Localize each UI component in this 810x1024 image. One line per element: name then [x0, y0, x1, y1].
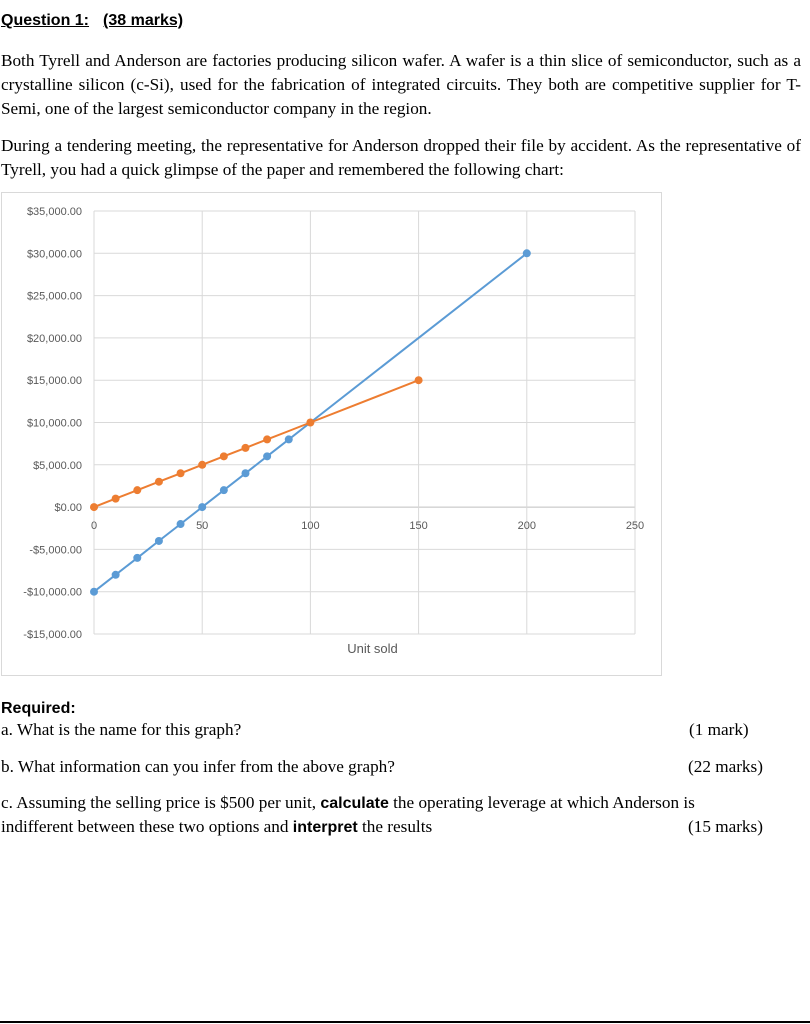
series-1-point	[523, 249, 531, 257]
series-1-point	[155, 537, 163, 545]
y-tick-label: $10,000.00	[26, 417, 82, 430]
question-c-marks: (15 marks)	[688, 817, 763, 836]
y-tick-label: -$15,000.00	[23, 629, 82, 641]
series-2-point	[177, 469, 185, 477]
series-2-point	[198, 461, 206, 469]
y-tick-label: $25,000.00	[26, 290, 82, 303]
chart-frame	[1, 192, 662, 676]
question-c-line2-post: the results	[357, 817, 433, 836]
question-label: Question 1:	[1, 12, 90, 29]
series-1-point	[241, 469, 249, 477]
question-heading	[1, 12, 183, 30]
x-tick-label: 0	[90, 520, 98, 533]
series-2-point	[241, 444, 249, 452]
x-tick-label: 250	[625, 520, 645, 533]
question-marks: (38 marks)	[103, 12, 184, 29]
question-c-line2	[1, 815, 432, 840]
x-tick-label: 150	[409, 520, 428, 533]
question-c-bold-interpret: interpret	[292, 819, 358, 836]
question-a-marks: (1 mark)	[689, 720, 749, 739]
question-c-pre: c. Assuming the selling price is $500 per unit,	[1, 793, 321, 812]
question-b-marks: (22 marks)	[688, 757, 763, 776]
series-2-point	[155, 478, 163, 486]
series-2-point	[133, 486, 141, 494]
series-1-point	[112, 571, 120, 579]
series-2-point	[306, 419, 314, 427]
bottom-rule	[0, 1021, 810, 1023]
scenario-paragraph: During a tendering meeting, the representative for Anderson dropped their file by accident. As the representative of Tyrell, you had a quick glimpse of the paper and remembered the following chart:	[1, 136, 801, 179]
series-1-point	[90, 588, 98, 596]
series-2-point	[263, 435, 271, 443]
required-heading: Required:	[1, 700, 76, 717]
y-tick-label: $30,000.00	[26, 248, 82, 261]
y-tick-label: $5,000.00	[33, 459, 82, 472]
x-axis-title: Unit sold	[347, 641, 398, 656]
series-1-point	[133, 554, 141, 562]
series-1-point	[198, 503, 206, 511]
series-2-point	[90, 503, 98, 511]
question-b-text: b. What information can you infer from the above graph?	[1, 757, 395, 776]
question-c-line1	[1, 791, 695, 816]
question-c-bold-calculate: calculate	[320, 795, 389, 812]
break-even-chart	[2, 193, 663, 677]
y-tick-label: $35,000.00	[26, 206, 82, 218]
series-line-2	[94, 380, 419, 507]
series-2-point	[112, 495, 120, 503]
y-tick-label: $20,000.00	[26, 332, 82, 345]
series-1-point	[263, 452, 271, 460]
series-1-point	[285, 435, 293, 443]
series-2-point	[220, 452, 228, 460]
y-tick-label: -$10,000.00	[23, 586, 82, 599]
series-2-point	[415, 376, 423, 384]
y-tick-label: $15,000.00	[26, 375, 82, 388]
series-1-point	[177, 520, 185, 528]
y-tick-label: $0.00	[54, 502, 82, 515]
question-c-line2-pre: indifferent between these two options and	[1, 817, 293, 836]
question-a-text: a. What is the name for this graph?	[1, 720, 242, 739]
x-tick-label: 50	[196, 520, 209, 533]
x-tick-label: 200	[517, 520, 536, 533]
x-tick-label: 100	[301, 520, 320, 533]
series-1-point	[220, 486, 228, 494]
intro-paragraph: Both Tyrell and Anderson are factories producing silicon wafer. A wafer is a thin slice of semiconductor, such as a crystalline silicon (c-Si), used for the fabrication of integrated circuits. They both are competitive supplier for T-Semi, one of the largest semiconductor company in the region.	[1, 51, 801, 118]
question-c-mid: the operating leverage at which Anderson is	[388, 793, 695, 812]
y-tick-label: -$5,000.00	[29, 544, 82, 557]
